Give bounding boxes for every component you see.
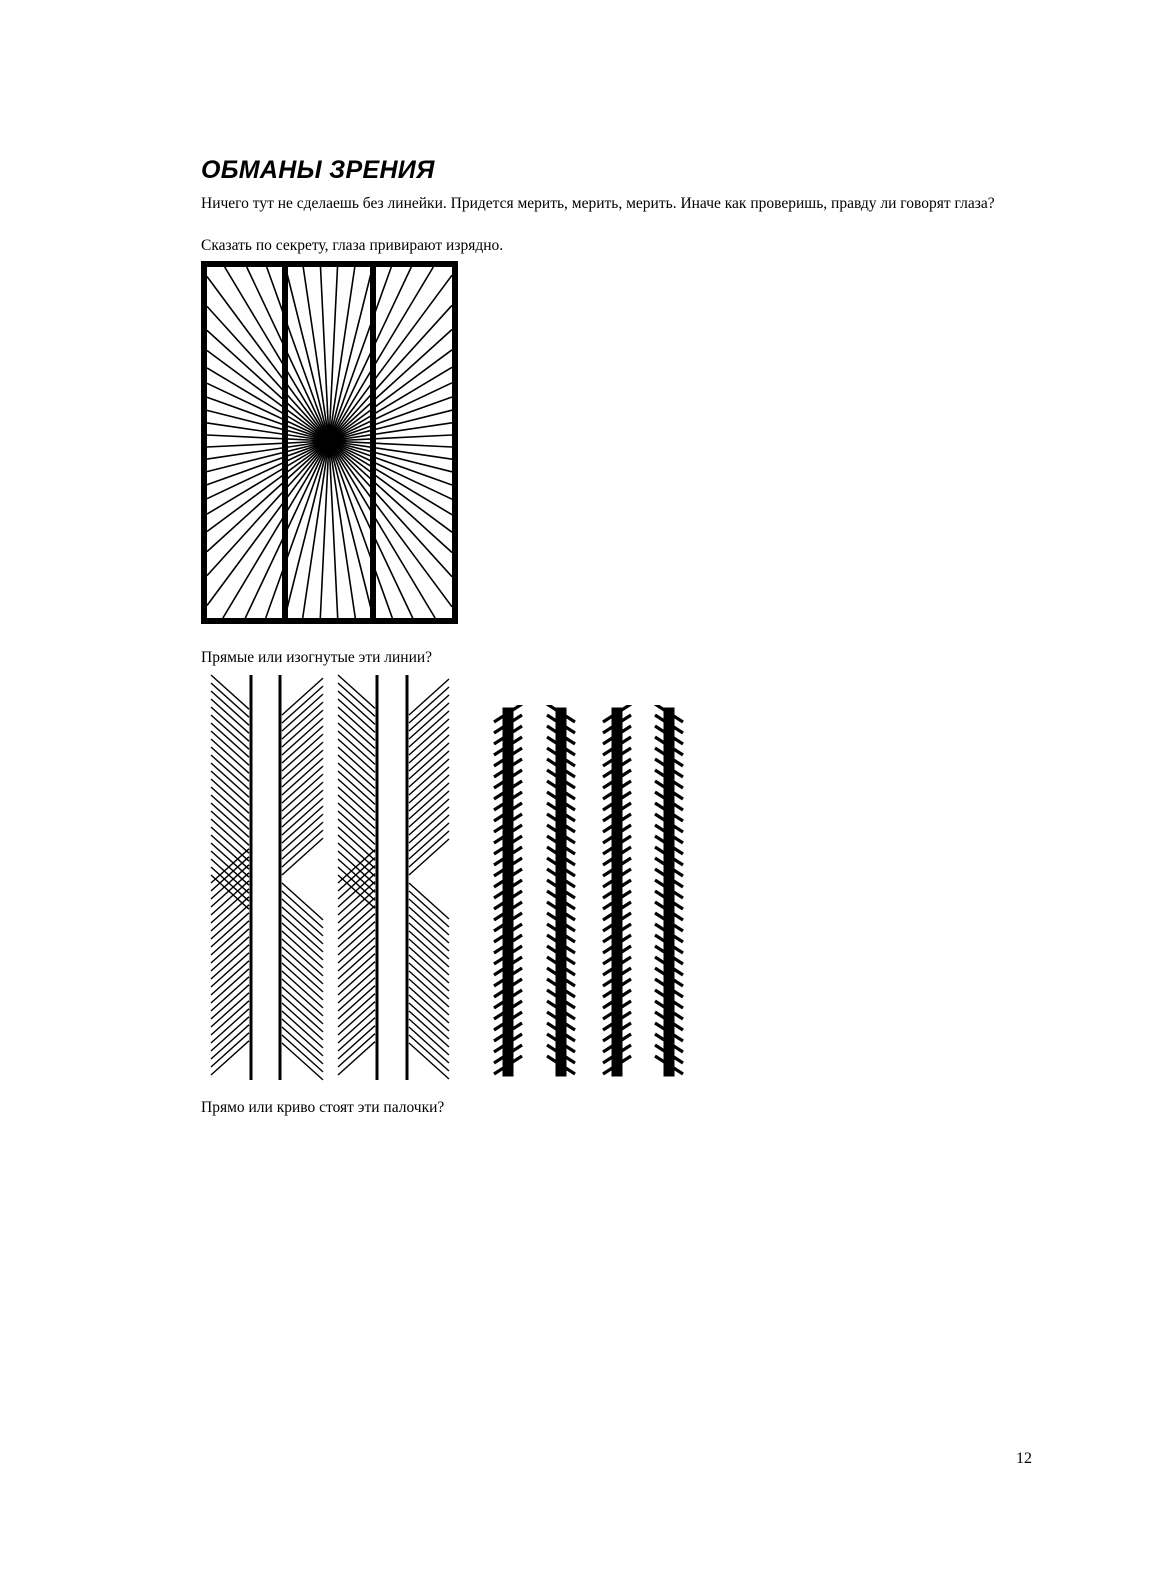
- hatch-line: [282, 806, 323, 843]
- ray-line: [207, 441, 329, 576]
- hatch-line: [409, 1043, 449, 1079]
- hatch-line: [409, 711, 449, 747]
- hatch-line: [282, 686, 323, 723]
- hatch-line: [409, 831, 449, 867]
- hatch-line: [282, 899, 323, 936]
- ray-line: [329, 275, 452, 441]
- hatch-line: [409, 743, 449, 779]
- hatch-line: [282, 931, 323, 968]
- hatch-line: [409, 995, 449, 1031]
- hatch-line: [409, 687, 449, 723]
- hatch-line: [282, 822, 323, 859]
- hatch-line: [409, 955, 449, 991]
- hatch-line: [409, 1003, 449, 1039]
- hatch-line: [409, 735, 449, 771]
- hatch-line: [409, 815, 449, 851]
- hatch-line: [409, 931, 449, 967]
- hatch-line: [282, 742, 323, 779]
- ray-line: [329, 305, 452, 441]
- hatch-line: [282, 907, 323, 944]
- hatch-line: [409, 1019, 449, 1055]
- ray-line: [207, 351, 329, 442]
- hatch-line: [282, 987, 323, 1024]
- ray-line: [329, 441, 452, 577]
- hatch-line: [409, 751, 449, 787]
- hatch-line: [282, 790, 323, 827]
- hatch-line: [409, 727, 449, 763]
- sticks-figure: [478, 705, 728, 1090]
- hatch-line: [282, 947, 323, 984]
- hatch-line: [409, 679, 449, 715]
- hatch-line: [282, 710, 323, 747]
- hatch-line: [282, 702, 323, 739]
- ray-line: [329, 441, 452, 607]
- caption-sticks: Прямо или криво стоят эти палочки?: [201, 1099, 445, 1116]
- page-number: 12: [1016, 1450, 1032, 1467]
- intro-paragraph: Ничего тут не сделаешь без линейки. Придется мерить, мерить, мерить. Иначе как проверишь, правду ли говорят глаза?: [201, 195, 995, 212]
- hatch-line: [282, 963, 323, 1000]
- hatch-line: [282, 923, 323, 960]
- hatch-line: [282, 939, 323, 976]
- hatch-line: [409, 987, 449, 1023]
- ray-line: [207, 441, 329, 552]
- hatch-line: [409, 823, 449, 859]
- hatch-line: [409, 695, 449, 731]
- hatch-line: [282, 891, 323, 928]
- hatch-line: [282, 726, 323, 763]
- caption-lines: Прямые или изогнутые эти линии?: [201, 649, 433, 666]
- hatch-line: [409, 947, 449, 983]
- hatch-line: [409, 799, 449, 835]
- hatch-line: [409, 923, 449, 959]
- hatch-line: [282, 750, 323, 787]
- hatch-line: [282, 678, 323, 715]
- hatch-line: [409, 783, 449, 819]
- hatch-line: [282, 798, 323, 835]
- ray-line: [207, 441, 329, 532]
- hatch-line: [282, 1043, 323, 1080]
- ray-line: [329, 441, 452, 532]
- hatch-line: [409, 979, 449, 1015]
- hatch-line: [282, 718, 323, 755]
- hatch-line: [282, 955, 323, 992]
- page-title: ОБМАНЫ ЗРЕНИЯ: [201, 156, 435, 184]
- hatch-line: [409, 839, 449, 875]
- hatch-line: [409, 1011, 449, 1047]
- hatch-line: [409, 767, 449, 803]
- hatch-line: [282, 814, 323, 851]
- hatch-line: [409, 703, 449, 739]
- hatch-line: [282, 782, 323, 819]
- ray-line: [207, 306, 329, 441]
- ray-line: [329, 441, 452, 553]
- hatch-line: [409, 775, 449, 811]
- hatch-line: [409, 899, 449, 935]
- hatch-line: [409, 791, 449, 827]
- parallel-lines-figure: [205, 670, 455, 1085]
- hatch-line: [282, 883, 323, 920]
- hatch-line: [282, 758, 323, 795]
- hatch-line: [409, 719, 449, 755]
- hatch-line: [282, 971, 323, 1008]
- hatch-line: [282, 1003, 323, 1040]
- hatch-line: [282, 1011, 323, 1048]
- hatch-line: [282, 995, 323, 1032]
- hatch-line: [282, 1019, 323, 1056]
- hatch-line: [409, 883, 449, 919]
- ray-line: [207, 330, 329, 441]
- hatch-line: [282, 734, 323, 771]
- hatch-line: [409, 971, 449, 1007]
- hatch-line: [282, 979, 323, 1016]
- hatch-line: [282, 1027, 323, 1064]
- hatch-line: [282, 766, 323, 803]
- ray-line: [207, 277, 329, 442]
- hatch-line: [409, 891, 449, 927]
- ray-line: [207, 441, 329, 606]
- hatch-line: [282, 1035, 323, 1072]
- intro-paragraph-2: Сказать по секрету, глаза привирают изрядно.: [201, 237, 504, 254]
- hatch-line: [409, 939, 449, 975]
- hatch-line: [409, 915, 449, 951]
- ray-line: [329, 350, 452, 441]
- hering-illusion-figure: [199, 259, 461, 629]
- hatch-line: [282, 694, 323, 731]
- hatch-line: [409, 1035, 449, 1071]
- hatch-line: [282, 830, 323, 867]
- hatch-line: [282, 838, 323, 875]
- hatch-line: [282, 915, 323, 952]
- hatch-line: [409, 907, 449, 943]
- hatch-line: [409, 1027, 449, 1063]
- hatch-line: [409, 759, 449, 795]
- hatch-line: [409, 807, 449, 843]
- hatch-line: [282, 774, 323, 811]
- hatch-line: [409, 963, 449, 999]
- ray-line: [329, 330, 452, 442]
